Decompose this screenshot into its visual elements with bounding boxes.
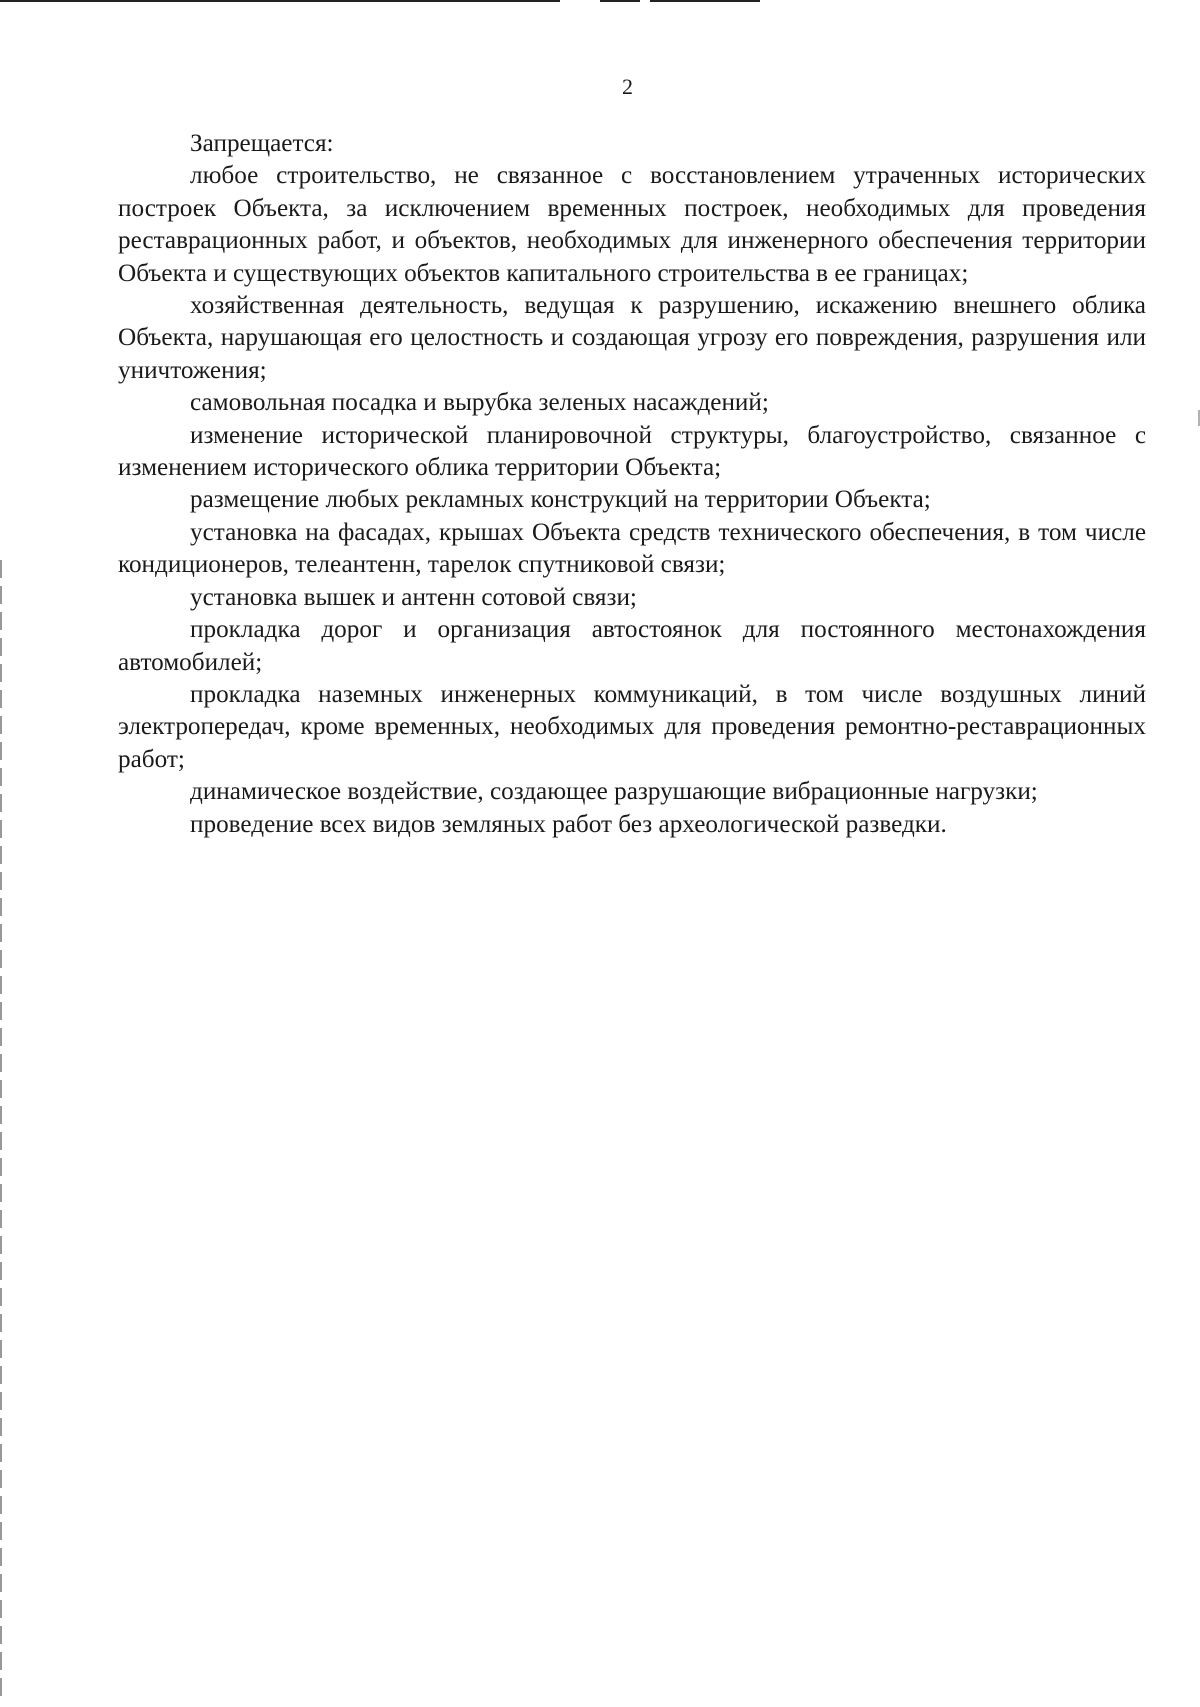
scan-edge-left (0, 560, 2, 1700)
list-item: установка вышек и антенн сотовой связи; (190, 583, 637, 611)
list-item: самовольная посадка и вырубка зеленых насаждений; (190, 389, 769, 417)
section-heading: Запрещается: (190, 130, 334, 157)
list-item: прокладка дорог и организация автостоянок для постоянного местонахождения автомобилей; (118, 616, 1146, 676)
list-item: установка на фасадах, крышах Объекта средств технического обеспечения, в том числе кондиционеров, телеантенн, тарелок спутниковой связи; (118, 518, 1146, 579)
list-item: любое строительство, не связанное с восстановлением утраченных исторических построек Объекта, за исключением временных построек, необходимых для проведения реставрационных работ, и объектов, необходимых для инженерного обеспечения территории Объекта и существующих объектов капитального строительства в ее границах; (118, 162, 1146, 287)
scan-edge-top (0, 0, 1200, 2)
list-item: размещение любых рекламных конструкций на территории Объекта; (190, 486, 931, 514)
list-item: изменение исторической планировочной структуры, благоустройство, связанное с изменением исторического облика территории Объекта; (118, 421, 1146, 482)
list-item: проведение всех видов земляных работ без археологической разведки. (190, 810, 947, 838)
list-item: хозяйственная деятельность, ведущая к разрушению, искажению внешнего облика Объекта, нарушающая его целостность и создающая угрозу его повреждения, разрушения или уничтожения; (118, 292, 1146, 384)
page-number: 2 (622, 74, 633, 99)
list-item: прокладка наземных инженерных коммуникаций, в том числе воздушных линий электропередач, кроме временных, необходимых для проведения ремонтно-реставрационных работ; (118, 680, 1146, 773)
document-body (118, 128, 1146, 841)
list-item: динамическое воздействие, создающее разрушающие вибрационные нагрузки; (190, 778, 1038, 806)
